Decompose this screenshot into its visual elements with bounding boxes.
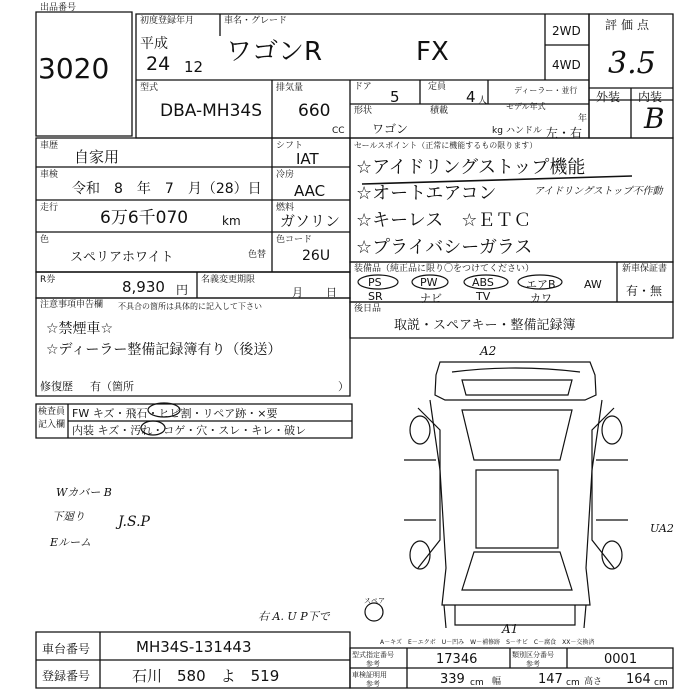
- color-code-label: 色コード: [276, 235, 313, 245]
- hw-bottom-note: 右 A. U P下で: [258, 610, 330, 623]
- car-name: ワゴンR: [226, 37, 323, 67]
- sales-points-label: セールスポイント（正常に機能するもの限ります）: [354, 141, 538, 150]
- recycle-unit: 円: [176, 283, 189, 297]
- hw-cover: Wカバー B: [56, 486, 112, 499]
- mileage-unit: km: [222, 214, 241, 228]
- capacity-value: 4: [466, 88, 476, 106]
- drive-4wd: 4WD: [552, 58, 581, 72]
- equip-pw: PW: [420, 276, 438, 289]
- car-name-label: 車名・グレード: [224, 16, 288, 26]
- class-no-label: 類別区分番号: [512, 651, 554, 659]
- sales-point-2: ☆オートエアコン: [356, 183, 497, 204]
- first-reg-label: 初度登録年月: [140, 16, 195, 26]
- transfer-label: 名義変更期限: [201, 275, 256, 285]
- equip-airbag: エアB: [526, 278, 556, 291]
- shift-label: シフト: [276, 141, 304, 151]
- length-label: 車検証明用: [352, 671, 387, 679]
- type-no-ref: 参考: [366, 660, 380, 668]
- transfer-month: 月: [292, 286, 303, 299]
- hw-a1: A1: [502, 622, 519, 636]
- reg-year: 24: [146, 53, 171, 75]
- door-value: 5: [390, 88, 400, 106]
- hw-jsp: J.S.P: [118, 514, 150, 530]
- post-notes-label: 後日品: [354, 304, 382, 314]
- displacement-value: 660: [298, 101, 331, 121]
- fuel-value: ガソリン: [280, 212, 341, 230]
- plate-value: 石川 580 よ 519: [132, 667, 280, 685]
- plate-label: 登録番号: [42, 669, 91, 683]
- fuel-label: 燃料: [276, 203, 295, 213]
- ac-value: AAC: [294, 182, 326, 200]
- damage-legend: A－キズ E－エクボ U－凹み W－補修跡 S－サビ C－腐食 XX－交換済: [380, 639, 595, 646]
- equip-sr: SR: [368, 290, 383, 303]
- cc-unit: CC: [332, 126, 345, 136]
- repair-value: 有（箇所: [90, 380, 134, 393]
- notes-line-2: ☆ディーラー整備記録簿有り（後送）: [46, 342, 282, 358]
- int-grade: B: [644, 102, 665, 135]
- mileage-label: 走行: [40, 203, 59, 213]
- shape-value: ワゴン: [372, 122, 409, 136]
- top-partial-label: 出品番号: [40, 3, 77, 13]
- type-no-value: 17346: [436, 652, 478, 667]
- length-unit: cm: [470, 678, 484, 688]
- equip-ps: PS: [368, 276, 382, 289]
- sales-point-4: ☆プライバシーガラス: [356, 237, 533, 258]
- check-exterior: FW キズ・飛石・ヒビ割・リペア跡・×要: [72, 407, 278, 420]
- equip-abs: ABS: [472, 276, 494, 289]
- inspection-value: 令和 8 年 7 月（28）日: [72, 181, 262, 197]
- hw-underbody: 下廻り: [52, 510, 85, 523]
- recycle-label: R券: [40, 275, 56, 285]
- equipment-label: 装備品（純正品に限り〇をつけてください）: [354, 264, 535, 274]
- repair-close: ）: [338, 380, 349, 393]
- notes-line-1: ☆禁煙車☆: [46, 321, 114, 337]
- height-value: 164: [626, 672, 651, 687]
- capacity-label: 定員: [428, 82, 447, 92]
- class-no-value: 0001: [604, 652, 638, 667]
- shift-value: IAT: [296, 150, 319, 168]
- length-ref: 参考: [366, 680, 380, 688]
- model-value: DBA-MH34S: [160, 101, 263, 121]
- load-unit: kg: [492, 126, 503, 136]
- era: 平成: [140, 36, 168, 52]
- displacement-label: 排気量: [276, 83, 304, 93]
- model-label: 型式: [140, 83, 159, 93]
- spare-label: スペア: [364, 597, 385, 605]
- check-label-2: 記入欄: [38, 420, 66, 430]
- model-year-label: モデル年式: [506, 102, 546, 111]
- width-value: 147: [538, 672, 563, 687]
- shape-label: 形状: [354, 106, 373, 116]
- drive-2wd: 2WD: [552, 24, 581, 38]
- class-no-ref: 参考: [526, 660, 540, 668]
- equip-leather: カワ: [530, 292, 552, 305]
- inspection-label: 車検: [40, 170, 59, 180]
- handle-label: ハンドル: [506, 126, 543, 136]
- repair-label: 修復歴: [40, 380, 73, 393]
- equip-aw: AW: [584, 278, 602, 291]
- post-notes-value: 取説・スペアキー・整備記録簿: [394, 318, 576, 333]
- sales-point-3: ☆キーレス ☆ＥＴＣ: [356, 210, 532, 231]
- hw-engine-room: Eルーム: [50, 536, 92, 549]
- equip-navi: ナビ: [420, 292, 442, 305]
- lot-number: 3020: [38, 52, 110, 85]
- check-label-1: 検査員: [38, 407, 66, 417]
- sales-point-note: アイドリングストップ不作動: [534, 186, 663, 197]
- load-label: 積載: [430, 106, 449, 116]
- color-change-label: 色替: [248, 250, 267, 260]
- car-diagram: [365, 362, 628, 628]
- ac-label: 冷房: [276, 170, 295, 180]
- height-unit: cm: [654, 678, 668, 688]
- width-unit: cm: [566, 678, 580, 688]
- history-value: 自家用: [74, 148, 120, 166]
- reg-month: 12: [184, 58, 204, 76]
- mileage-value: 6万6千070: [100, 208, 189, 228]
- height-label: 高さ: [584, 677, 603, 687]
- score-label: 評価点: [605, 18, 654, 32]
- type-no-label: 型式指定番号: [352, 651, 394, 659]
- notes-label: 注意事項申告欄: [40, 300, 104, 310]
- notes-sublabel: 不具合の箇所は具体的に記入して下さい: [118, 302, 262, 311]
- chassis-label: 車台番号: [42, 642, 91, 656]
- warranty-value: 有・無: [626, 284, 663, 298]
- recycle-value: 8,930: [122, 278, 165, 296]
- score-value: 3.5: [608, 46, 656, 81]
- color-label: 色: [40, 235, 50, 245]
- capacity-unit: 人: [478, 96, 488, 106]
- length-value: 339: [440, 672, 465, 687]
- chassis-value: MH34S-131443: [136, 638, 252, 656]
- int-label: 内装: [638, 90, 663, 104]
- ext-label: 外装: [596, 90, 621, 104]
- model-year-unit: 年: [578, 114, 588, 124]
- equip-tv: TV: [476, 290, 491, 303]
- history-label: 車歴: [40, 141, 59, 151]
- dealer-label: ディーラー・並行: [514, 86, 578, 95]
- door-label: ドア: [354, 82, 372, 92]
- width-label: 幅: [492, 677, 502, 687]
- sales-point-1: ☆アイドリングストップ機能: [356, 157, 586, 178]
- hw-ua2: UA2: [650, 522, 674, 535]
- grade: FX: [416, 37, 449, 67]
- hw-a2-top: A2: [480, 344, 497, 358]
- warranty-label: 新車保証書: [622, 264, 668, 274]
- transfer-day: 日: [326, 286, 337, 299]
- handle-value: 左・右: [546, 126, 583, 140]
- check-interior: 内装 キズ・汚れ・コゲ・穴・スレ・キレ・破レ: [72, 424, 307, 437]
- color-code: 26U: [302, 248, 331, 264]
- color-value: スペリアホワイト: [70, 250, 174, 265]
